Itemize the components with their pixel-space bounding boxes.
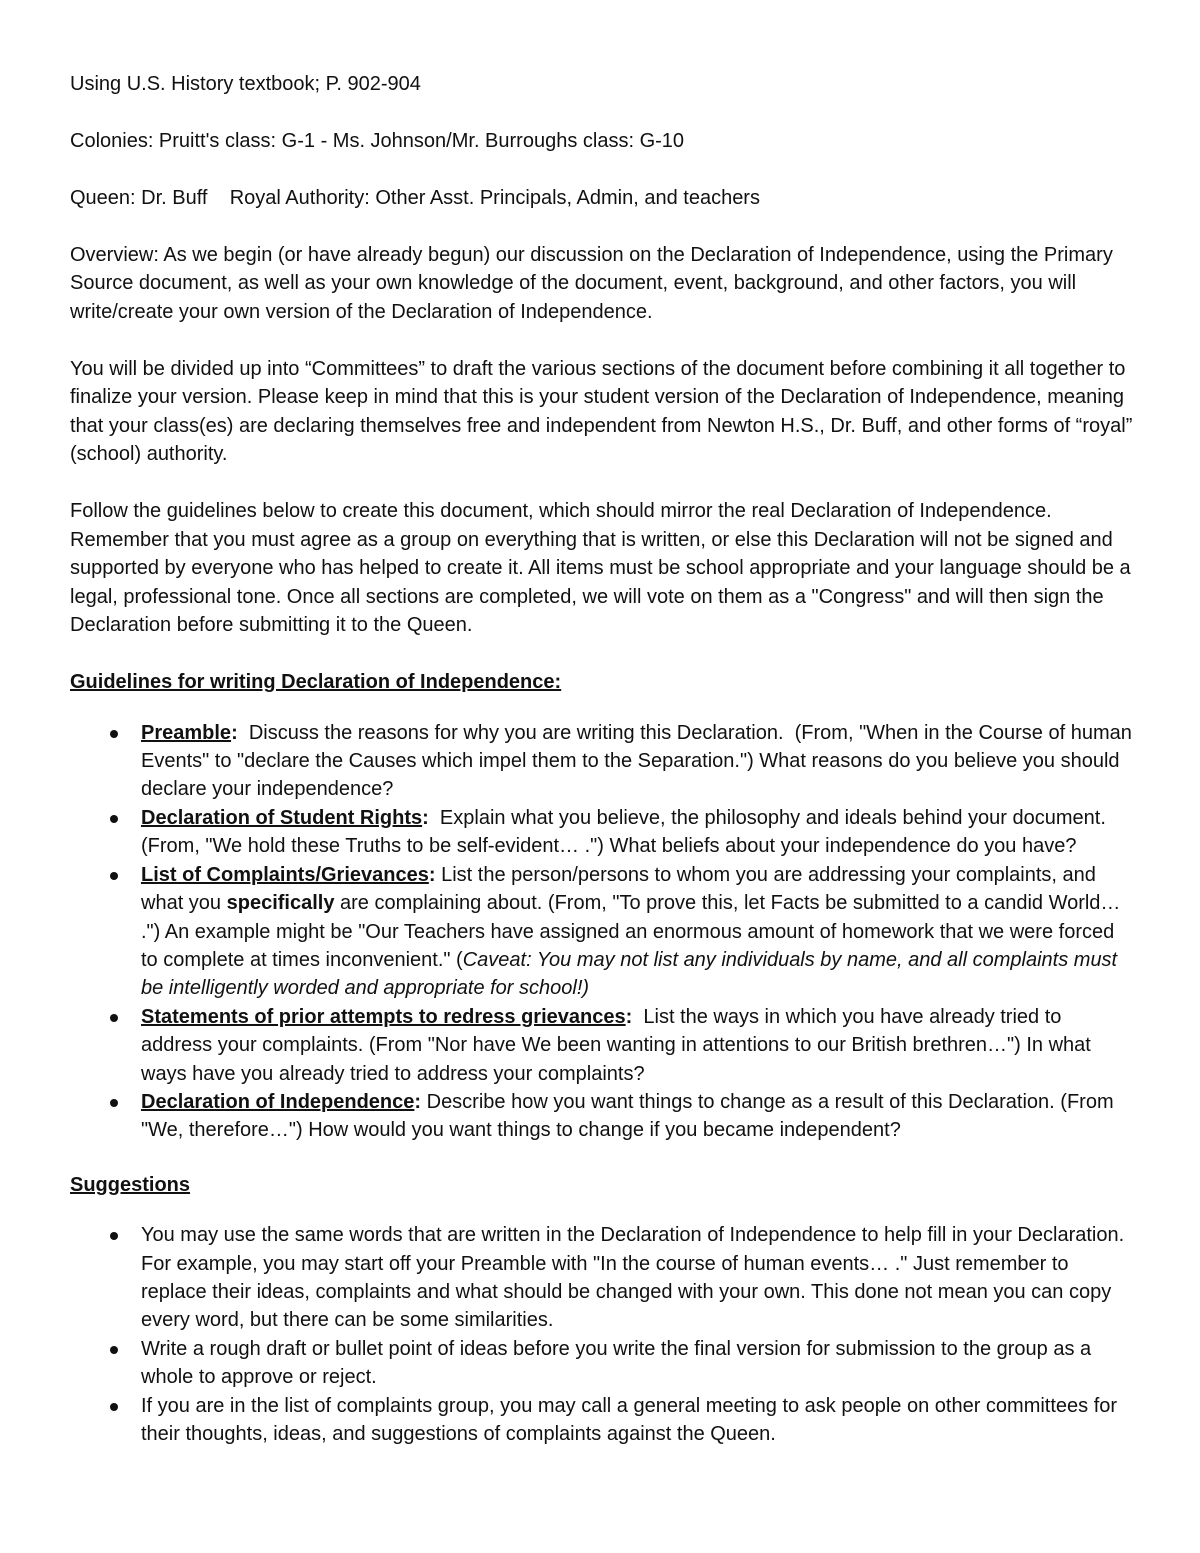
suggestions-heading: Suggestions (70, 1173, 191, 1196)
bullet-icon (110, 872, 118, 880)
colonies-line: Colonies: Pruitt's class: G-1 - Ms. Johnson/Mr. Burroughs class: G-10 (70, 130, 685, 152)
follow-paragraph: Follow the guidelines below to create this document, which should mirror the real Declaration of Independence. Remember that you must agree as a group on everything that is written, or else this Declaration will not be signed and supported by everyone who has helped to create it. All items must be school appropriate and your language should be a legal, professional tone. Once all sections are completed, we will vote on them as a "Congress" and will then sign the Declaration before submitting it to the Queen. (70, 500, 1131, 637)
guideline-term: List of Complaints/Grievances (141, 863, 429, 886)
overview-paragraph: Overview: As we begin (or have already begun) our discussion on the Declaration of Independence, using the Primary Source document, as well as your own knowledge of the document, event, background, and other factors, you will write/create your own version of the Declaration of Independence. (70, 244, 1113, 323)
queen-line: Queen: Dr. Buff Royal Authority: Other Asst. Principals, Admin, and teachers (70, 187, 760, 209)
guideline-colon: : (422, 806, 429, 829)
guidelines-heading: Guidelines for writing Declaration of Independence: (70, 671, 562, 694)
guideline-term: Preamble (141, 721, 232, 744)
bullet-icon (110, 1403, 118, 1411)
bullet-icon (110, 1014, 118, 1022)
guideline-preamble (70, 719, 1138, 804)
document-page (70, 70, 1138, 1448)
suggestion-item (70, 1335, 1134, 1392)
suggestion-text: You may use the same words that are written in the Declaration of Independence to help fill in your Declaration. For example, you may start off your Preamble with "In the course of human events… ." Just remember to replace their ideas, complaints and what should be changed with your own. This done not mean you can copy every word, but there can be some similarities. (141, 1224, 1125, 1332)
bullet-icon (110, 730, 118, 738)
guideline-text: List the ways in which you have already tried to address your complaints. (From "Nor have We been wanting in attentions to our British brethren…") In what ways have you already tried to address your complaints? (141, 1005, 1097, 1085)
guideline-text: Discuss the reasons for why you are writing this Declaration. (From, "When in the Course of human Events" to "declare the Causes which impel them to the Separation.") What reasons do you believe you should declare your independence? (141, 721, 1138, 801)
guideline-colon: : (625, 1005, 633, 1028)
source-line: Using U.S. History textbook; P. 902-904 (70, 73, 421, 95)
guideline-emphasis: specifically (226, 892, 335, 915)
guideline-text: Describe how you want things to change as a result of this Declaration. (From "We, therefore…") How would you want things to change if you became independent? (141, 1090, 1120, 1142)
guideline-term: Declaration of Independence (141, 1090, 415, 1113)
suggestion-text: Write a rough draft or bullet point of ideas before you write the final version for submission to the group as a whole to approve or reject. (141, 1337, 1092, 1389)
guideline-colon: : (428, 863, 436, 886)
guideline-term: Declaration of Student Rights (141, 806, 423, 829)
bullet-icon (110, 1099, 118, 1107)
guideline-text: List the person/persons to whom you are addressing your complaints, and what you (141, 863, 1102, 915)
suggestions-list (70, 1221, 1134, 1448)
bullet-icon (110, 1232, 118, 1240)
guideline-declaration (70, 1088, 1134, 1145)
guideline-colon: : (414, 1090, 422, 1113)
suggestion-text: If you are in the list of complaints group, you may call a general meeting to ask people on other committees for their thoughts, ideas, and suggestions of complaints against the Queen. (141, 1394, 1118, 1446)
committees-paragraph: You will be divided up into “Committees” to draft the various sections of the document before combining it all together to finalize your version. Please keep in mind that this is your student version of the Declaration of Independence, meaning that your class(es) are declaring themselves free and independent from Newton H.S., Dr. Buff, and other forms of “royal” (school) authority. (70, 358, 1133, 466)
guideline-text-continued: are complaining about. (From, "To prove this, let Facts be submitted to a candid World… .") An example might be "Our Teachers have assigned an enormous amount of homework that we were forced to complete at times inconvenient." ( (141, 892, 1126, 971)
guideline-prior-attempts (70, 1003, 1134, 1088)
section-spacer (70, 1145, 1134, 1171)
guideline-colon: : (231, 721, 238, 744)
guideline-complaints (70, 861, 1134, 1003)
suggestion-item (70, 1221, 1134, 1335)
bullet-icon (110, 1346, 118, 1354)
guideline-text: Explain what you believe, the philosophy and ideals behind your document. (From, "We hold these Truths to be self-evident… .") What beliefs about your independence do you have? (141, 806, 1112, 858)
bullet-icon (110, 815, 118, 823)
guideline-student-rights (70, 804, 1134, 861)
guideline-caveat: Caveat: You may not list any individuals by name, and all complaints must be intelligently worded and appropriate for school!) (141, 948, 1118, 1000)
suggestion-item (70, 1392, 1134, 1449)
guidelines-list (70, 719, 1138, 1145)
guideline-term: Statements of prior attempts to redress grievances (141, 1005, 626, 1028)
